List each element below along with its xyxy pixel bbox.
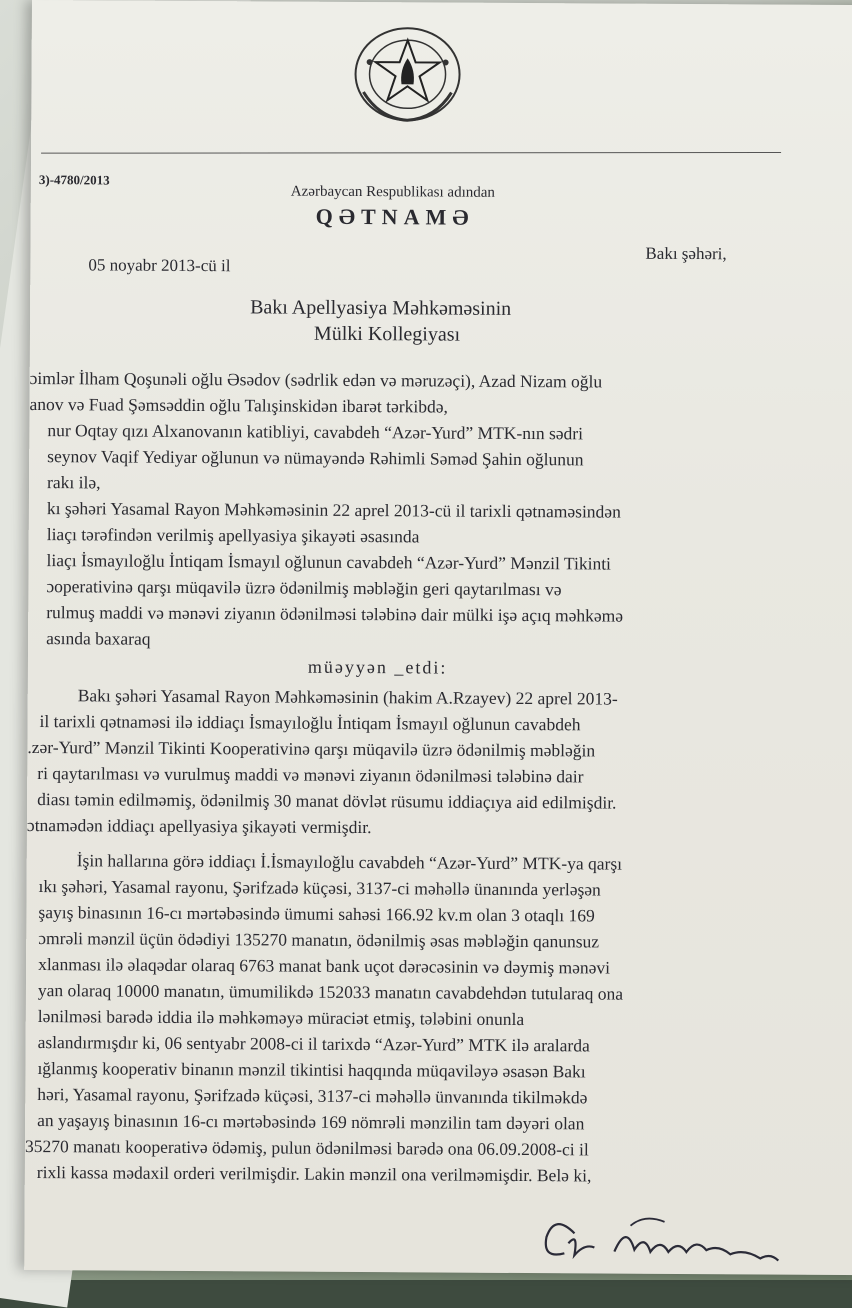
document-title: QƏTNAMƏ — [315, 203, 475, 230]
case-number: 3)-4780/2013 — [38, 172, 110, 188]
text-line: həri, Yasamal rayonu, Şərifzadə küçəsi, 3137-ci məhəllə ünvanında tikilməkdə — [37, 1084, 588, 1108]
text-line: aslandırmışdır ki, 06 sentyabr 2008-ci il tarixdə “Azər-Yurd” MTK ilə aralarda — [37, 1032, 590, 1056]
text-line: ɔtnamədən iddiaçı apellyasiya şikayəti vermişdir. — [26, 814, 372, 838]
text-line: lənilməsi barədə iddia ilə məhkəməyə müraciət etmiş, tələbini onunla — [37, 1006, 525, 1030]
text-line: liaçı tərəfindən verilmiş apellyasiya şikayəti əsasında — [46, 524, 420, 547]
text-line: anov və Fuad Şəmsəddin oğlu Talışinskidən ibarət tərkibdə, — [29, 393, 448, 417]
state-emblem-icon — [349, 22, 470, 123]
text-line: İşin hallarına görə iddiaçı İ.İsmayıloğlu cavabdeh “Azər-Yurd” MTK-ya qarşı — [76, 850, 623, 874]
text-line: diası təmin edilməmiş, ödənilmiş 30 manat dövlət rüsumu iddiaçıya aid edilmişdir. — [37, 789, 617, 813]
text-line: şayış binasının 16-cı mərtəbəsində ümumi sahəsi 166.92 kv.m olan 3 otaqlı 169 — [38, 902, 595, 926]
text-line: rakı ilə, — [46, 472, 101, 493]
text-line: ɔmrəli mənzil üçün ödədiyi 135270 manatın, ödənilmiş əsas məbləğin qanunsuz — [38, 928, 600, 952]
text-line: rulmuş maddi və mənəvi ziyanın ödənilməsi tələbinə dair mülki işə açıq məhkəmə — [46, 602, 624, 626]
republic-line: Azərbaycan Respublikası adından — [290, 183, 495, 201]
text-line: ɔoperativinə qarşı müqavilə üzrə ödənilmiş məbləğin geri qaytarılması və — [46, 576, 562, 600]
text-line: yan olaraq 10000 manatın, ümumilikdə 152033 manatın cavabdehdən tutularaq ona — [37, 980, 624, 1004]
text-line: rixli kassa mədaxil orderi verilmişdir. Lakin mənzil ona verilməmişdir. Belə ki, — [36, 1162, 592, 1186]
text-line: il tarixli qətnaməsi ilə iddiaçı İsmayıloğlu İntiqam İsmayıl oğlunun cavabdeh — [39, 711, 581, 735]
document-city: Bakı şəhəri, — [645, 243, 727, 264]
header-divider — [41, 152, 781, 154]
text-line: an yaşayış binasının 16-cı mərtəbəsində 169 nömrəli mənzilin tam dəyəri olan — [37, 1110, 585, 1134]
court-name-line2: Mülki Kollegiyası — [313, 322, 461, 346]
court-name-line1: Bakı Apellyasiya Məhkəməsinin — [250, 296, 512, 320]
text-line: ri qaytarılması və vurulmuş maddi və mənəvi ziyanın ödənilməsi tələbinə dair — [37, 763, 584, 787]
text-line: ıkı şəhəri, Yasamal rayonu, Şərifzadə küçəsi, 3137-ci məhəllə ünanında yerləşən — [38, 876, 601, 900]
section-heading: müəyyən _etdi: — [307, 656, 448, 678]
text-line: liaçı İsmayıloğlu İntiqam İsmayıl oğlunun cavabdeh “Azər-Yurd” Mənzil Tikinti — [46, 550, 612, 574]
text-line: kı şəhəri Yasamal Rayon Məhkəməsinin 22 aprel 2013-cü il tarixli qətnaməsindən — [46, 498, 621, 522]
text-line: 35270 manatı kooperativə ödəmiş, pulun ödənilməsi barədə ona 06.09.2008-ci il — [24, 1135, 589, 1160]
document-date: 05 noyabr 2013-cü il — [88, 255, 231, 276]
text-line: seynov Vaqif Yediyar oğlunun və nümayəndə Rəhimli Səməd Şahin oğlunun — [47, 446, 584, 470]
document-page — [24, 0, 852, 1275]
text-line: asında baxaraq — [46, 628, 151, 649]
text-line: Bakı şəhəri Yasamal Rayon Məhkəməsinin (hakim A.Rzayev) 22 aprel 2013- — [77, 685, 618, 709]
text-line: nur Oqtay qızı Alxanovanın katibliyi, cavabdeh “Azər-Yurd” MTK-nın sədri — [47, 420, 584, 444]
text-line: xlanması ilə əlaqədar olaraq 6763 manat bank uçot dərəcəsinin və dəymiş mənəvi — [38, 954, 611, 978]
signature — [534, 1203, 784, 1275]
text-line: ığlanmış kooperativ binanın mənzil tikintisi haqqında müqaviləyə əsasən Bakı — [37, 1058, 586, 1082]
text-line: .zər-Yurd” Mənzil Tikinti Kooperativinə qarşı müqavilə üzrə ödənilmiş məbləğin — [27, 736, 596, 761]
text-line: ɔimlər İlham Qoşunəli oğlu Əsədov (sədrlik edən və məruzəçi), Azad Nizam oğlu — [29, 367, 603, 392]
